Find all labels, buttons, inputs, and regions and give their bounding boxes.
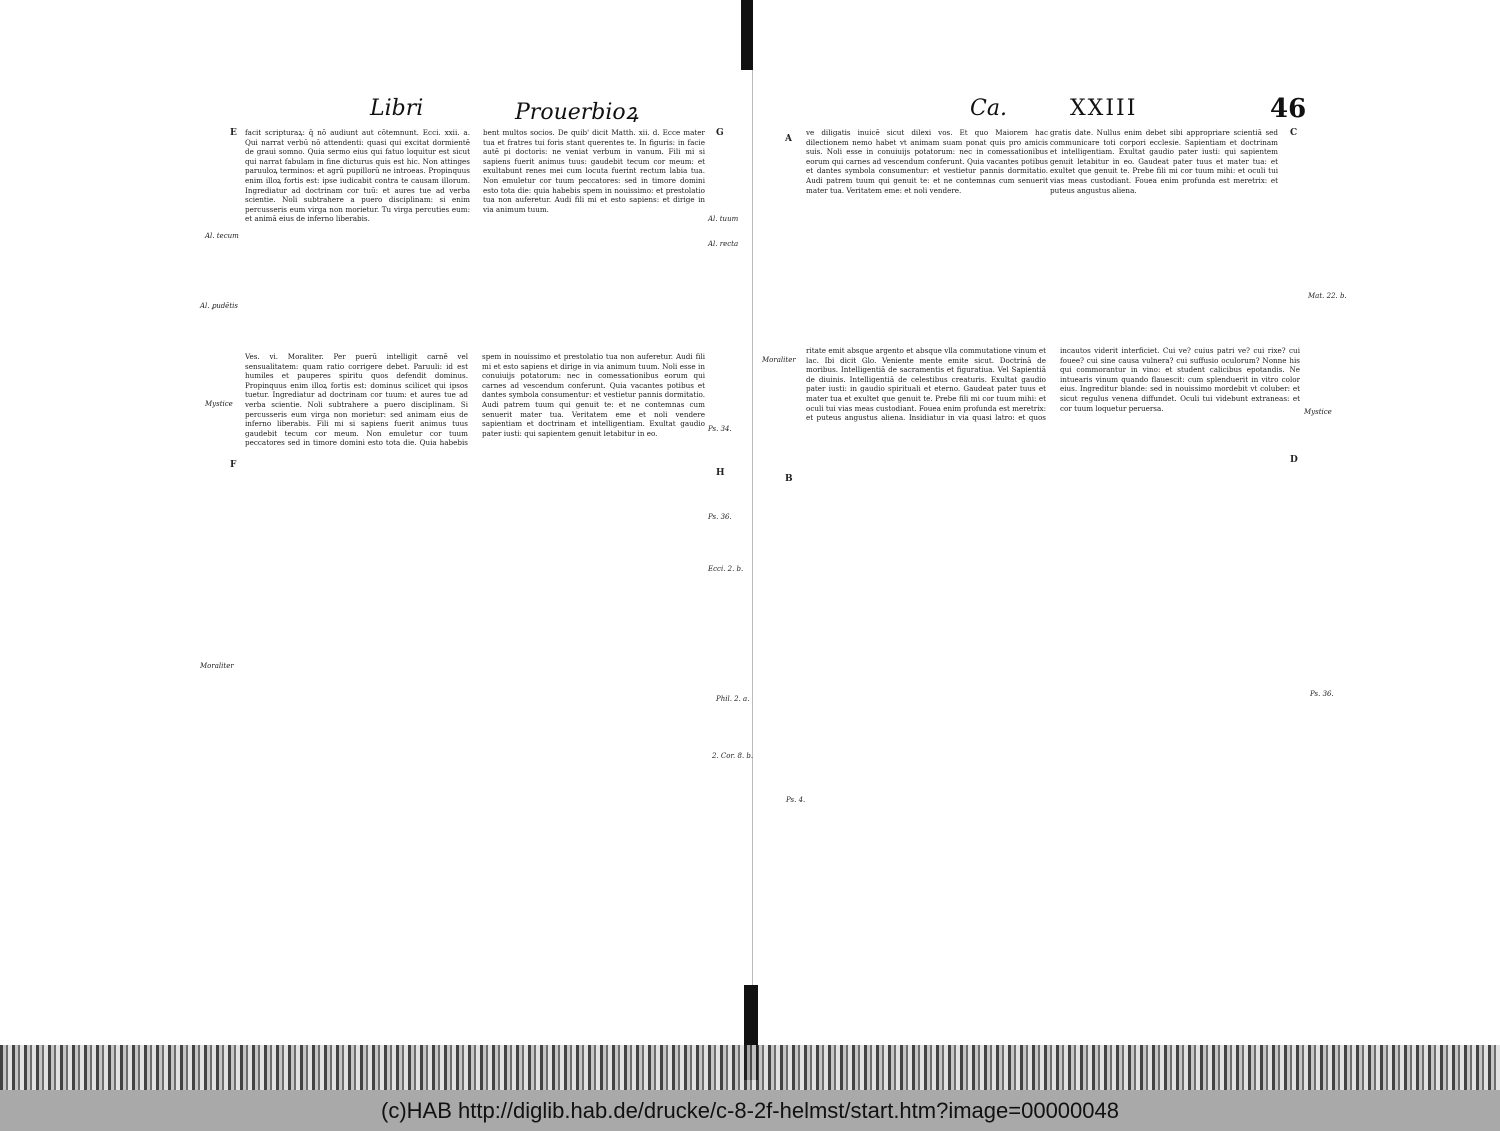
section-letter: C bbox=[1290, 128, 1298, 138]
margin-note: Moraliter bbox=[200, 662, 234, 670]
section-letter: F bbox=[230, 460, 237, 470]
section-letter: E bbox=[230, 128, 237, 138]
margin-note: Ps. 36. bbox=[708, 513, 732, 521]
margin-note: Al. ꝑudētis bbox=[200, 302, 238, 310]
running-head-proverbiorum: Prouerbioꝝ bbox=[515, 100, 639, 125]
margin-note: Mat. 22. b. bbox=[1308, 292, 1347, 300]
folio-number: 46 bbox=[1270, 94, 1307, 124]
margin-note: 2. Cor. 8. b. bbox=[712, 752, 754, 760]
left-column-b bbox=[483, 128, 705, 348]
left-column-a bbox=[245, 128, 470, 348]
section-letter: D bbox=[1290, 455, 1298, 465]
running-head-caput: Ca. bbox=[970, 96, 1007, 121]
section-letter: B bbox=[785, 474, 793, 484]
credit-text: (c)HAB http://diglib.hab.de/drucke/c-8-2f-helmst/start.htm?image=00000048 bbox=[381, 1097, 1119, 1123]
section-letter: A bbox=[785, 134, 792, 144]
gutter-shadow-top bbox=[741, 0, 753, 70]
gutter-fold bbox=[752, 70, 753, 985]
right-commentary bbox=[806, 346, 1300, 824]
margin-note: Ps. 4. bbox=[786, 796, 806, 804]
right-commentary-text: ritate emit absque argento et absque vlla commutatione vinum et lac. Ibi dicit Glo. Veniente mente emite sicut. Doctrinā de moribus. Intelligentiā de sacramentis et figuratiua. Vel Sapientiā de diuinis. Intelligentiā de celestibus creaturis. Exultat gaudio pater iusti: in gaudio spirituali et eterno. Gaudeat pater tuus et mater tua et exultet que genuit te. Prebe fili mi cor tuum mihi: et oculi tui vias meas custodiant. Fouea enim profunda est meretrix: et puteus angustus aliena. Insidiatur in via quasi latro: et quos incautos viderit interficiet. Cui ve? cuius patri ve? cui rixe? cui fouee? cui sine causa vulnera? cui suffusio oculorum? Nonne his qui commorantur in vino: et student calicibus epotandis. Ne intuearis vinum quando flauescit: cum splenduerit in vitro color eius. Ingreditur blande: sed in nouissimo mordebit vt coluber: et sicut regulus venena diffundet. Oculi tui videbunt extraneas: et cor tuum loquetur peruersa. bbox=[806, 346, 1300, 423]
left-column-a-text: facit scripturaꝝ: q̄ nō audiunt aut cōtemnunt. Ecci. xxii. a. Qui narrat verbū nō attendenti: quasi qui excitat dormientē de graui somno. Quia sermo eius qui fatuo loquitur est sicut qui narrat fabulam in fine dicturus quis est hic. Non attinges paruuloꝝ terminos: et agrū pupillorū ne introeas. Propinquus enim illoꝝ fortis est: ipse iudicabit contra te causam illorum. Ingrediatur ad doctrinam cor tuū: et aures tue ad verba scientie. Noli subtrahere a puero disciplinam: si enim percusseris eum virga non morietur. Tu virga percuties eum: et animā eius de inferno liberabis. bbox=[245, 128, 470, 224]
left-column-b-text: bent multos socios. De quib' dicit Matth. xii. d. Ecce mater tua et fratres tui foris stant querentes te. In figuris: in facie autē pi doctoris: ne veniat verbum in vanum. Fili mi si sapiens fuerit animus tuus: gaudebit tecum cor meum: et exultabunt renes mei cum locuta fuerint rectum labia tua. Non emuletur cor tuum peccatores: sed in timore domini esto tota die: quia habebis spem in nouissimo: et prestolatio tua non auferetur. Audi fili mi et esto sapiens: et dirige in via animum tuum. bbox=[483, 128, 705, 214]
right-column-b-text: gratis date. Nullus enim debet sibi appropriare scientiā sed communicare toti corpori ecclesie. Sapientiam et doctrinam et intelligentiam. Exultat gaudio pater iusti: qui sapientem genuit letabitur in eo. Gaudeat pater tuus et mater tua: et exultet que genuit te. Prebe fili mi cor tuum mihi: et oculi tui vias meas custodiant. Fouea enim profunda est meretrix: et puteus angustus aliena. bbox=[1050, 128, 1278, 195]
left-commentary-text: Ves. vi. Moraliter. Per puerū intelligit carnē vel sensualitatem: quam ratio corrigere debet. Paruuli: id est humiles et pauperes spiritu quos defendit dominus. Propinquus enim illoꝝ fortis est: dominus scilicet qui ipsos tuetur. Ingrediatur ad doctrinam cor tuum: et aures tue ad verba scientie. Noli subtrahere a puero disciplinam. Si percusseris eum virga non morietur: sed animam eius de inferno liberabis. Fili mi si sapiens fuerit animus tuus gaudebit tecum cor meum. Non emuletur cor tuum peccatores sed in timore domini esto tota die. Quia habebis spem in nouissimo et prestolatio tua non auferetur. Audi fili mi et esto sapiens et dirige in via animum tuum. Noli esse in conuiuijs potatorum: nec in comessationibus eorum qui carnes ad vescendum conferunt. Quia vacantes potibus et dantes symbola consumentur: et vestietur pannis dormitatio. Audi patrem tuum qui genuit te: et ne contemnas cum senuerit mater tua. Veritatem eme et noli vendere sapientiam et doctrinam et intelligentiam. Exultat gaudio pater iusti: qui sapientem genuit letabitur in eo. bbox=[245, 352, 705, 448]
chapter-number: XXIII bbox=[1070, 96, 1138, 121]
margin-note: Al. recta bbox=[708, 240, 739, 248]
page-edge-shadow bbox=[0, 1045, 1500, 1090]
margin-note: Ecci. 2. b. bbox=[708, 565, 744, 573]
margin-note: Al. tecum bbox=[205, 232, 239, 240]
right-column-b bbox=[1050, 128, 1278, 343]
section-letter: H bbox=[716, 468, 725, 478]
margin-note: Mystice bbox=[1304, 408, 1332, 416]
margin-note: Ps. 36. bbox=[1310, 690, 1334, 698]
margin-note: Phil. 2. a. bbox=[716, 695, 750, 703]
section-letter: G bbox=[716, 128, 724, 138]
left-commentary bbox=[245, 352, 705, 850]
margin-note: Al. tuum bbox=[708, 215, 739, 223]
right-column-a bbox=[806, 128, 1048, 343]
margin-note: Ps. 34. bbox=[708, 425, 732, 433]
running-head-libri: Libri bbox=[370, 96, 424, 121]
right-column-a-text: ve diligatis inuicē sicut dilexi vos. Et quo Maiorem hac dilectionem nemo habet vt animam suam ponat quis pro amicis suis. Noli esse in conuiuijs potatorum: nec in comessationibus eorum qui carnes ad vescendum conferunt. Quia vacantes potibus et dantes symbola consumentur: et vestietur pannis dormitatio. Audi patrem tuum qui genuit te: et ne contemnas cum senuerit mater tua. Veritatem eme: et noli vendere. bbox=[806, 128, 1048, 195]
margin-note: Mystice bbox=[205, 400, 233, 408]
margin-note: Moraliter bbox=[762, 356, 796, 364]
credit-bar bbox=[0, 1090, 1500, 1131]
